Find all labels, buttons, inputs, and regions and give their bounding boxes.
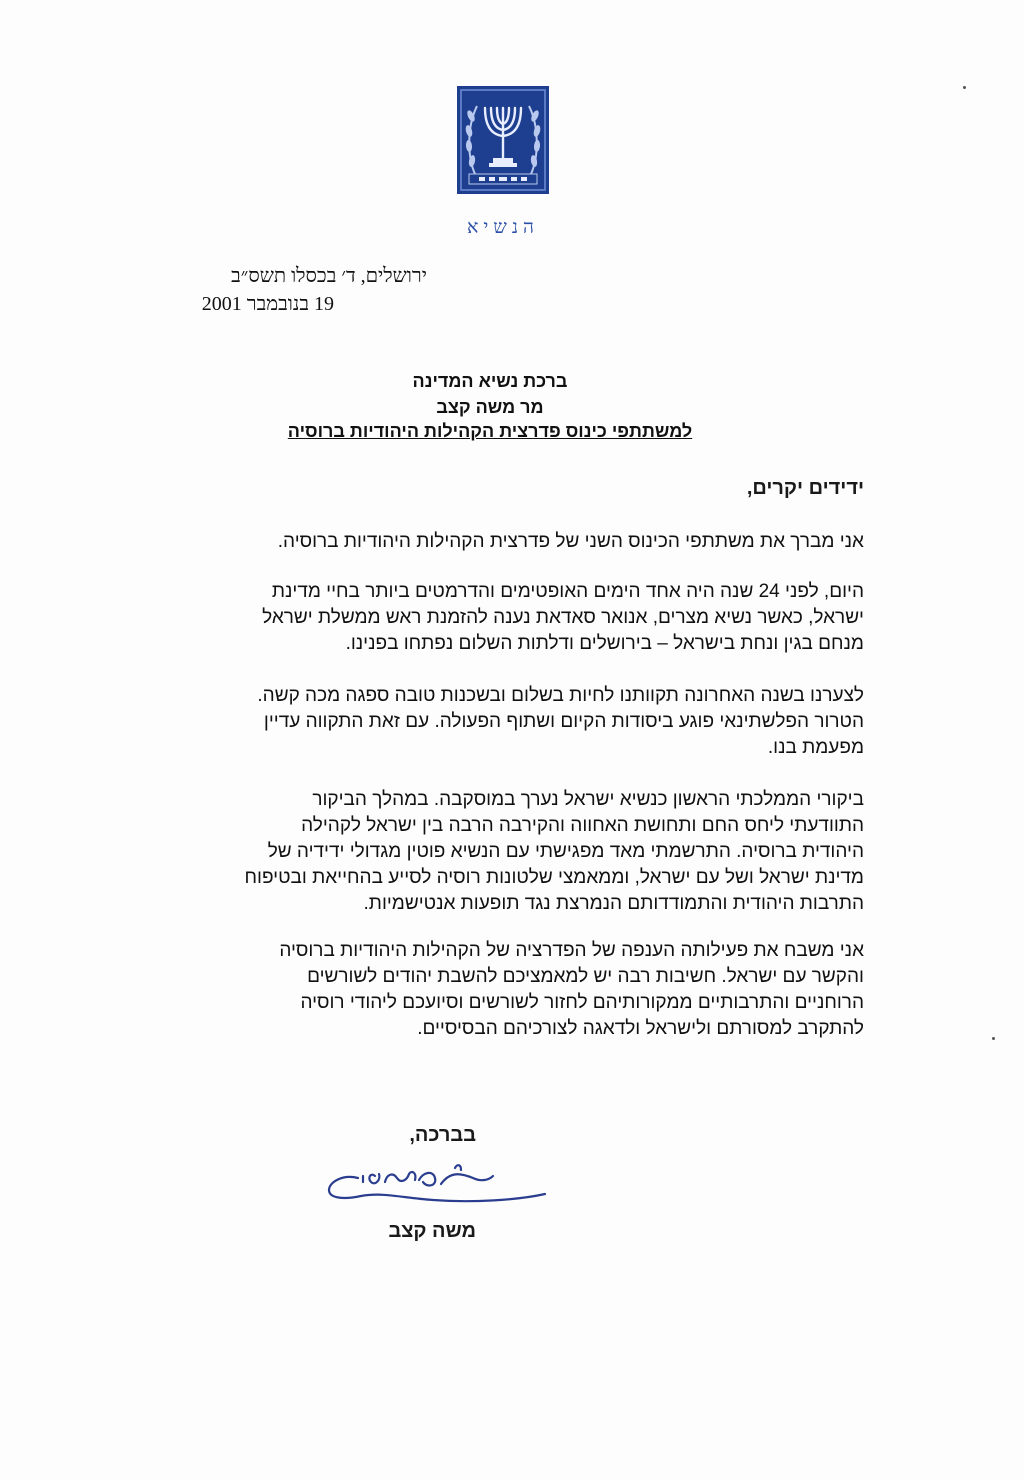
paragraph-line: אני מברך את משתתפי הכינוס השני של פדרצית הקהילות היהודיות ברוסיה. — [277, 531, 864, 552]
paragraph-line: ביקורי הממלכתי הראשון כנשיא ישראל נערך במוסקבה. במהלך הביקור — [312, 789, 864, 810]
scan-speck — [963, 86, 966, 89]
paragraph-line: מנחם בגין ונחת בישראל – בירושלים ודלתות השלום נפתחו בפנינו. — [345, 633, 864, 654]
paragraph-line: ישראל, כאשר נשיא מצרים, אנואר סאדאת נענה להזמנת ראש ממשלת ישראל — [262, 607, 864, 628]
paragraph-2 — [159, 579, 864, 657]
paragraph-line: התרבות היהודית והתמודדותם הנמרצת נגד תופעות אנטישמיות. — [363, 893, 864, 914]
paragraph-line: לצערנו בשנה האחרונה תקוותנו לחיות בשלום ובשכנות טובה ספגה מכה קשה. — [257, 685, 864, 706]
paragraph-line: היום, לפני 24 שנה היה אחד הימים האופטימים והדרמטים ביותר בחיי מדינת — [271, 581, 864, 602]
paragraph-line: והקשר עם ישראל. חשיבות רבה יש למאמציכם להשבת יהודים לשורשים — [307, 966, 864, 987]
paragraph-4 — [159, 787, 864, 917]
handwritten-signature-icon — [323, 1160, 553, 1220]
scan-speck — [992, 1037, 995, 1040]
office-title: הנשיא — [467, 216, 539, 238]
signer-name: משה קצב — [388, 1220, 476, 1242]
paragraph-line: הטרור הפלשתינאי פוגע ביסודות הקיום ושתוף הפעולה. עם זאת התקווה עדיין — [263, 711, 864, 732]
menorah-emblem-icon — [457, 86, 549, 194]
paragraph-line: היהודית ברוסיה. התרשמתי מאד מפגישתי עם הנשיא פוטין מגדולי ידידיה של — [267, 841, 864, 862]
heading-line-1: ברכת נשיא המדינה — [412, 371, 568, 391]
paragraph-3 — [159, 683, 864, 761]
heading-line-3: למשתתפי כינוס פדרצית הקהילות היהודיות ברוסיה — [287, 421, 693, 441]
paragraph-line: הרוחניים והתרבותיים ממקורותיהם לחזור לשורשים וסיועכם ליהודי רוסיה — [300, 992, 864, 1013]
paragraph-line: מפעמת בנו. — [767, 737, 864, 758]
paragraph-line: מדינת ישראל ושל עם ישראל, וממאמצי שלטונות רוסיה לסייע בהחייאת ובטיפוח — [244, 867, 864, 888]
hebrew-date: ירושלים, ד׳ בכסלו תשס״ב — [231, 265, 427, 287]
paragraph-line: להתקרב למסורתם ולישראל ולדאגה לצורכיהם הבסיסיים. — [417, 1018, 864, 1039]
heading-line-2: מר משה קצב — [436, 397, 544, 417]
closing: בברכה, — [409, 1124, 476, 1146]
gregorian-date: 19 בנובמבר 2001 — [201, 293, 334, 315]
paragraph-line: אני משבח את פעילותה הענפה של הפדרציה של הקהילות היהודיות ברוסיה — [279, 940, 864, 961]
paragraph-5 — [159, 938, 864, 1042]
paragraph-line: התוודעתי ליחס החם ותחושת האחווה והקירבה הרבה בין ישראל לקהילה — [301, 815, 864, 836]
paragraph-1 — [159, 529, 864, 555]
salutation: ידידים יקרים, — [746, 477, 864, 499]
